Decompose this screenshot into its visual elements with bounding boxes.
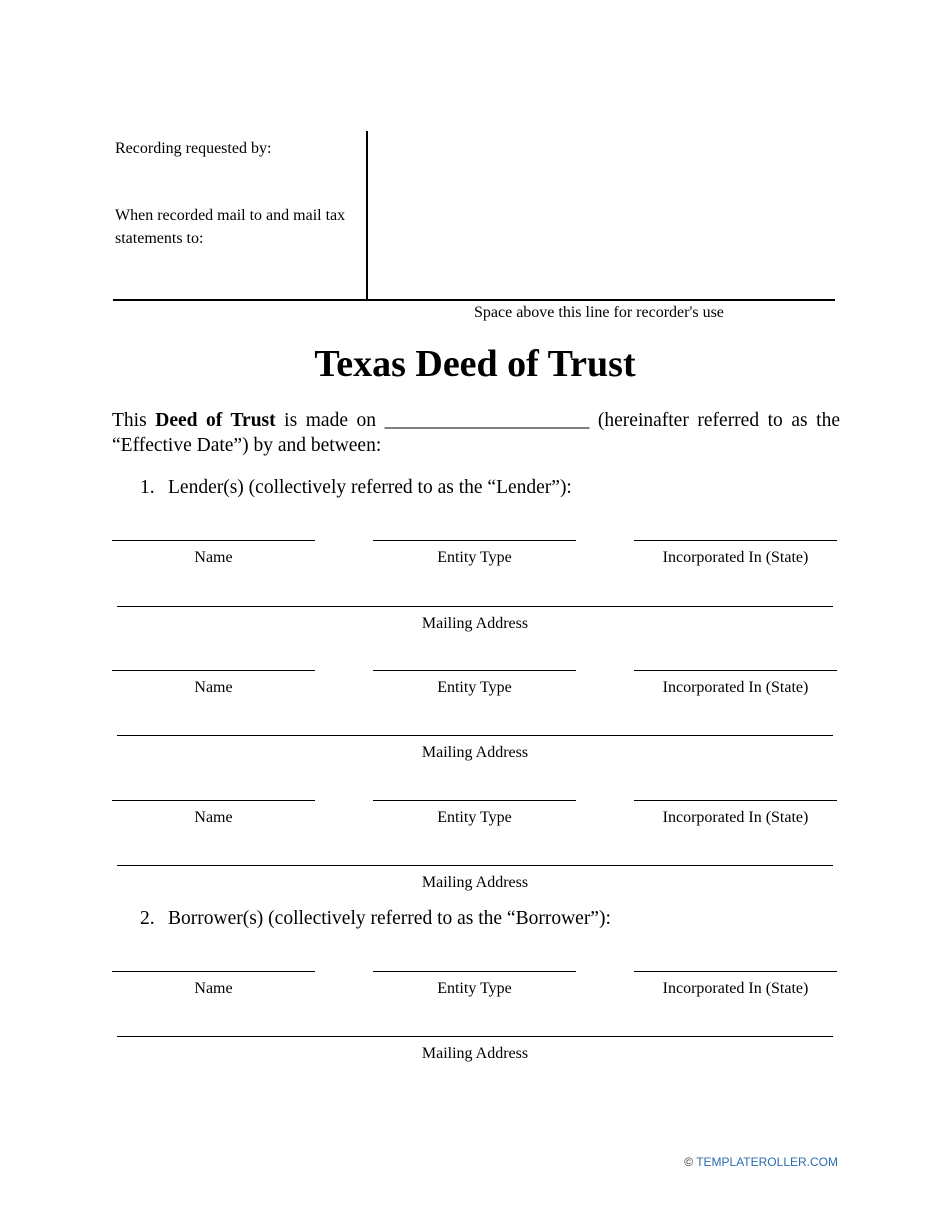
entity-type-field[interactable] [373, 800, 576, 827]
copyright-symbol: © [684, 1155, 694, 1169]
intro-this: This [112, 410, 147, 431]
name-field[interactable] [112, 540, 315, 567]
incorporated-label: Incorporated In (State) [662, 549, 809, 566]
name-field[interactable] [112, 971, 315, 998]
incorporated-field[interactable] [634, 670, 837, 697]
mailing-address-field[interactable] [117, 606, 833, 633]
brand-link[interactable]: TEMPLATEROLLER.COM [696, 1155, 838, 1169]
entity-type-field[interactable] [373, 540, 576, 567]
mailing-address-field[interactable] [117, 735, 833, 762]
entity-type-field[interactable] [373, 971, 576, 998]
intro-rest: is made on _____________________ (hereinafter referred to as the “Effective Date”) by and between: [112, 410, 840, 456]
recorder-divider-horizontal [113, 299, 835, 301]
entity-type-label: Entity Type [437, 549, 512, 566]
incorporated-label: Incorporated In (State) [662, 679, 809, 696]
mailing-address-label: Mailing Address [421, 874, 529, 891]
mailing-address-field[interactable] [117, 865, 833, 892]
name-label: Name [194, 980, 233, 997]
recorder-box [113, 131, 835, 301]
mailing-address-label: Mailing Address [421, 615, 529, 632]
section-heading: Borrower(s) (collectively referred to as the “Borrower”): [168, 908, 611, 929]
mailing-address-label: Mailing Address [421, 1045, 529, 1062]
entity-type-label: Entity Type [437, 980, 512, 997]
name-field[interactable] [112, 670, 315, 697]
mail-to-label: When recorded mail to and mail tax statements to: [115, 207, 346, 247]
name-label: Name [194, 549, 233, 566]
incorporated-field[interactable] [634, 540, 837, 567]
intro-bold-term: Deed of Trust [155, 410, 276, 431]
name-label: Name [194, 679, 233, 696]
section-number: 1. [140, 477, 155, 498]
incorporated-label: Incorporated In (State) [662, 809, 809, 826]
name-field[interactable] [112, 800, 315, 827]
entity-type-field[interactable] [373, 670, 576, 697]
section-number: 2. [140, 908, 155, 929]
recorder-note: Space above this line for recorder's use [474, 304, 724, 321]
page-title: Texas Deed of Trust [314, 343, 636, 385]
entity-type-label: Entity Type [437, 679, 512, 696]
incorporated-label: Incorporated In (State) [662, 980, 809, 997]
entity-type-label: Entity Type [437, 809, 512, 826]
recording-requested-label: Recording requested by: [115, 140, 272, 157]
footer-brand[interactable] [684, 1155, 838, 1169]
incorporated-field[interactable] [634, 800, 837, 827]
section-borrower [140, 908, 611, 930]
mailing-address-label: Mailing Address [421, 744, 529, 761]
mailing-address-field[interactable] [117, 1036, 833, 1063]
section-lender [140, 477, 572, 499]
section-heading: Lender(s) (collectively referred to as the “Lender”): [168, 477, 572, 498]
recorder-divider-vertical [366, 131, 368, 301]
intro-paragraph [112, 408, 840, 458]
name-label: Name [194, 809, 233, 826]
incorporated-field[interactable] [634, 971, 837, 998]
